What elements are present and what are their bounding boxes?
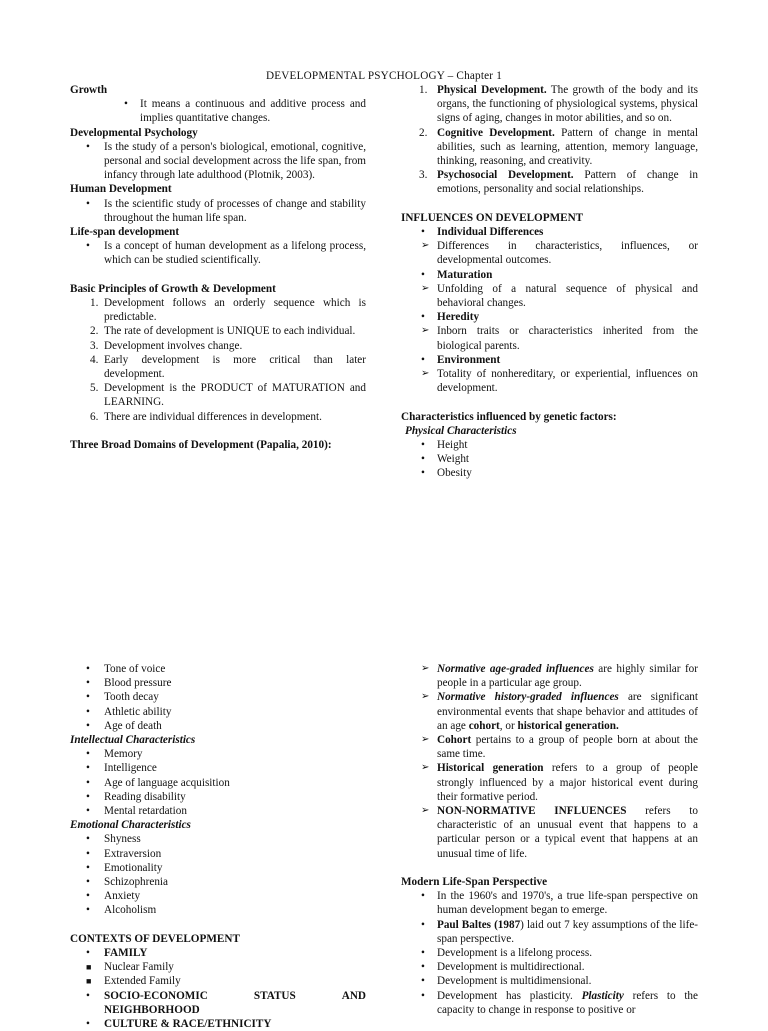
influences-heading: INFLUENCES ON DEVELOPMENT — [401, 211, 584, 224]
growth-heading: Growth — [70, 84, 108, 96]
arrow-icon: ➢ — [421, 325, 430, 337]
list-item: • Blood pressure — [86, 677, 172, 690]
intellectual-list — [70, 747, 366, 818]
bullet-icon: • — [86, 805, 90, 818]
bullet-icon: • — [86, 1018, 90, 1031]
list-item: ➢ Historical generation refers to a group of people strongly influenced by a major historical event during their formative period. — [421, 762, 698, 803]
bullet-icon: • — [86, 705, 90, 718]
human-dev-heading: Human Development — [70, 183, 172, 196]
bullet-icon: • — [86, 663, 90, 675]
arrow-icon: ➢ — [421, 691, 430, 703]
bullet-icon: • — [86, 904, 90, 917]
list-item: • Shyness — [86, 833, 141, 846]
list-item: NEIGHBORHOOD — [104, 1003, 200, 1016]
list-item: ■ Extended Family — [86, 975, 181, 988]
page-title: DEVELOPMENTAL PSYCHOLOGY – Chapter 1 — [265, 70, 503, 82]
bullet-icon: • — [421, 918, 425, 931]
arrow-icon: ➢ — [421, 368, 430, 380]
lifespan-heading: Life-span development — [70, 226, 180, 239]
list-item: • Obesity — [421, 467, 472, 480]
list-item: 5. Development is the PRODUCT of MATURATION and LEARNING. — [90, 382, 366, 409]
bullet-icon: • — [86, 861, 90, 874]
modern-list — [401, 889, 698, 1017]
list-item: • FAMILY — [86, 947, 148, 960]
list-item: • Individual Differences — [421, 226, 544, 239]
emotional-list — [70, 832, 366, 917]
list-item: • Tooth decay — [86, 691, 159, 704]
modern-heading: Modern Life-Span Perspective — [401, 876, 548, 889]
principles-list — [70, 296, 366, 424]
bullet-icon: • — [86, 240, 90, 253]
list-item: 3. Development involves change. — [90, 339, 243, 352]
list-item: • Intelligence — [86, 762, 157, 775]
bullet-icon: • — [421, 226, 425, 239]
bullet-icon: • — [86, 947, 90, 960]
list-item: • CULTURE & RACE/ETHNICITY — [86, 1018, 272, 1031]
list-item: 3. Psychosocial Development. Pattern of change in emotions, personality and social relationships. — [419, 169, 699, 196]
lifespan-list — [70, 239, 366, 267]
list-item: • Maturation — [421, 268, 493, 281]
list-item: 1. Development follows an orderly sequence which is predictable. — [90, 297, 366, 324]
list-item: • Development is multidirectional. — [421, 961, 585, 974]
list-item: • Age of death — [86, 719, 162, 732]
bullet-icon: • — [86, 140, 90, 153]
bottom-right-column — [401, 662, 698, 1017]
normative-list — [401, 662, 698, 861]
bullet-icon: • — [86, 197, 90, 210]
list-item: • Heredity — [421, 311, 480, 324]
list-item: • Memory — [86, 748, 143, 761]
physical-more-list — [70, 662, 366, 733]
list-item: • It means a continuous and additive process and implies quantitative changes. — [124, 98, 366, 125]
list-item: ➢ Totality of nonhereditary, or experiential, influences on development. — [421, 368, 698, 395]
list-item: • Age of language acquisition — [86, 776, 230, 789]
list-item: ➢ Cohort pertains to a group of people born at about the same time. — [421, 734, 698, 761]
list-item: • Is the study of a person's biological, emotional, cognitive, personal and social development across the life span, from infancy through late adulthood (Plotnik, 2003). — [86, 140, 366, 182]
bullet-icon: • — [86, 677, 90, 690]
physical-list — [401, 438, 698, 481]
dev-psych-list — [70, 140, 366, 183]
contexts-list — [70, 946, 366, 1031]
bullet-icon: • — [86, 876, 90, 889]
genetic-heading: Characteristics influenced by genetic factors: — [401, 410, 617, 423]
physical-characteristics-heading: Physical Characteristics — [405, 424, 517, 437]
arrow-icon: ➢ — [421, 663, 430, 674]
bottom-left-column — [70, 662, 366, 1031]
arrow-icon: ➢ — [421, 805, 430, 817]
list-item: ➢ Unfolding of a natural sequence of physical and behavioral changes. — [421, 282, 698, 310]
list-item: ■ Nuclear Family — [86, 961, 174, 974]
bullet-icon: • — [421, 453, 425, 466]
bullet-icon: • — [421, 975, 425, 988]
bullet-icon: • — [421, 268, 425, 281]
list-item: • Athletic ability — [86, 705, 172, 718]
dev-psych-heading: Developmental Psychology — [70, 126, 198, 139]
arrow-icon: ➢ — [421, 762, 430, 774]
list-item: ➢ Normative history-graded influences are significant environmental events that shape behavior and attitudes of an age cohort, or historical generation. — [421, 691, 698, 732]
list-item: • Anxiety — [86, 890, 141, 903]
intellectual-heading: Intellectual Characteristics — [70, 734, 196, 747]
list-item: • In the 1960's and 1970's, a true life-span perspective on human development began to emerge. — [421, 890, 698, 917]
principles-heading: Basic Principles of Growth & Development — [70, 282, 276, 295]
square-bullet-icon: ■ — [86, 962, 92, 973]
bullet-icon: • — [421, 989, 425, 1002]
domains-heading: Three Broad Domains of Development (Papalia, 2010): — [70, 439, 332, 452]
bullet-icon: • — [86, 790, 90, 803]
list-item: ➢ Inborn traits or characteristics inherited from the biological parents. — [421, 325, 698, 352]
list-item: • Is a concept of human development as a lifelong process, which can be studied scientifically. — [86, 240, 366, 267]
list-item: • Weight — [421, 453, 470, 466]
top-left-column — [70, 83, 366, 452]
list-item: ➢ NON-NORMATIVE INFLUENCES refers to characteristic of an unusual event that happens to a particular person or a typical event that happens at an unusual time of life. — [421, 805, 698, 860]
bullet-icon: • — [86, 762, 90, 775]
list-item: • Paul Baltes (1987) laid out 7 key assumptions of the life-span perspective. — [421, 918, 699, 945]
domains-list — [401, 83, 698, 197]
emotional-heading: Emotional Characteristics — [70, 819, 191, 832]
bullet-icon: • — [421, 353, 425, 366]
list-item: ➢ Normative age-graded influences are highly similar for people in a particular age group. — [421, 663, 698, 690]
bullet-icon: • — [124, 98, 128, 111]
list-item: 4. Early development is more critical than later development. — [90, 353, 366, 381]
influences-list — [401, 225, 698, 395]
bullet-icon: • — [421, 439, 425, 452]
arrow-icon: ➢ — [421, 282, 430, 294]
bullet-icon: • — [86, 776, 90, 789]
bullet-icon: • — [86, 847, 90, 860]
list-item: • SOCIO-ECONOMIC STATUS AND — [86, 989, 366, 1002]
list-item: 2. Cognitive Development. Pattern of change in mental abilities, such as learning, attention, memory language, thinking, reasoning, and creativity. — [419, 126, 698, 168]
list-item: • Reading disability — [86, 790, 186, 803]
bullet-icon: • — [421, 961, 425, 974]
list-item: • Extraversion — [86, 847, 162, 860]
bullet-icon: • — [86, 989, 90, 1002]
list-item: • Schizophrenia — [86, 876, 168, 889]
square-bullet-icon: ■ — [86, 976, 92, 987]
list-item: 1. Physical Development. The growth of the body and its organs, the functioning of physiological systems, physical signs of aging, changes in motor abilities, and so on. — [419, 84, 698, 125]
bullet-icon: • — [421, 467, 425, 480]
list-item: 6. There are individual differences in development. — [90, 410, 322, 423]
bullet-icon: • — [421, 311, 425, 324]
human-dev-list — [70, 197, 366, 225]
growth-list — [70, 97, 366, 125]
bullet-icon: • — [421, 947, 425, 960]
list-item: • Mental retardation — [86, 805, 187, 818]
list-item: 2. The rate of development is UNIQUE to each individual. — [90, 325, 356, 338]
list-item: • Tone of voice — [86, 663, 166, 675]
top-right-column — [401, 83, 698, 481]
list-item: • Environment — [421, 353, 501, 366]
bullet-icon: • — [86, 748, 90, 761]
list-item: • Is the scientific study of processes of change and stability throughout the human life span. — [86, 197, 366, 224]
list-item: • Height — [421, 439, 468, 452]
bullet-icon: • — [86, 691, 90, 704]
bullet-icon: • — [86, 719, 90, 732]
list-item: • Development has plasticity. Plasticity refers to the capacity to change in response to positive or — [421, 989, 698, 1016]
list-item: • Development is multidimensional. — [421, 975, 592, 988]
list-item: • Development is a lifelong process. — [421, 947, 593, 960]
bullet-icon: • — [86, 890, 90, 903]
bullet-icon: • — [421, 890, 425, 903]
list-item: ➢ Differences in characteristics, influences, or developmental outcomes. — [421, 240, 698, 267]
arrow-icon: ➢ — [421, 240, 430, 252]
list-item: • Emotionality — [86, 861, 163, 874]
list-item: • Alcoholism — [86, 904, 157, 917]
contexts-heading: CONTEXTS OF DEVELOPMENT — [70, 932, 240, 945]
bullet-icon: • — [86, 833, 90, 846]
arrow-icon: ➢ — [421, 734, 430, 746]
